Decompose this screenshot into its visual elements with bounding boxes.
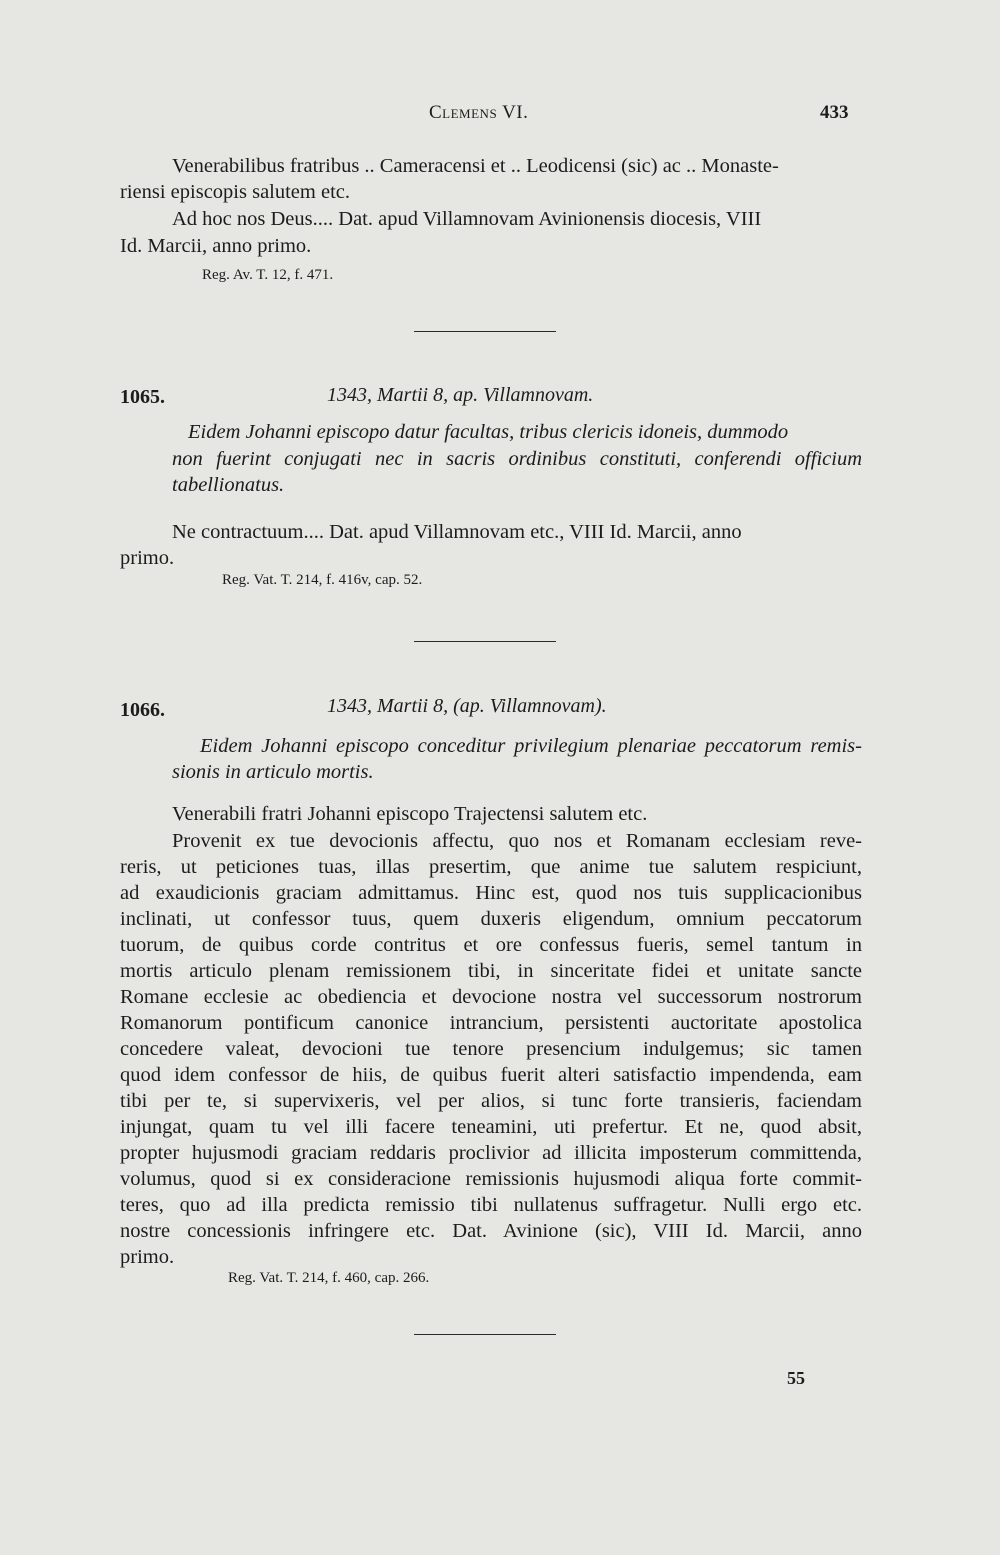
signature-mark: 55 — [787, 1368, 805, 1388]
top-letter-reference: Reg. Av. T. 12, f. 471. — [202, 267, 334, 283]
entry-summary-line: sionis in articulo mortis. — [172, 761, 374, 783]
page-number: 433 — [820, 102, 849, 123]
entry-text-line: volumus, quod si ex consideracione remissionis hujusmodi aliqua forte commit- — [120, 1168, 862, 1190]
entry-text-line: Romanorum pontificum canonice intrancium, persistenti auctoritate apostolica — [120, 1012, 862, 1034]
entry-text-line: ad exaudicionis graciam admittamus. Hinc est, quod nos tuis supplicacionibus — [120, 882, 862, 904]
entry-text-line: Venerabili fratri Johanni episcopo Trajectensi salutem etc. — [172, 803, 648, 825]
entry-date: 1343, Martii 8, (ap. Villamnovam). — [327, 695, 607, 717]
section-divider — [414, 641, 556, 642]
section-divider — [414, 1334, 556, 1335]
page-header — [0, 102, 1000, 132]
entry-number: 1066. — [120, 699, 165, 721]
entry-text-line: inclinati, ut confessor tuus, quem duxeris eligendum, omnium peccatorum — [120, 908, 862, 930]
entry-summary-line: non fuerint conjugati nec in sacris ordinibus constituti, conferendi officium — [172, 448, 862, 470]
entry-text-line: quod idem confessor de hiis, de quibus fuerit alteri satisfactio impendenda, eam — [120, 1064, 862, 1086]
entry-text-line: Romane ecclesie ac obediencia et devocione nostra vel successorum nostrorum — [120, 986, 862, 1008]
top-letter-line: Ad hoc nos Deus.... Dat. apud Villamnovam Avinionensis diocesis, VIII — [172, 208, 762, 230]
entry-text-line: tibi per te, si supervixeris, vel per alios, si tunc forte transieris, faciendam — [120, 1090, 862, 1112]
top-letter-line: Id. Marcii, anno primo. — [120, 235, 312, 257]
entry-summary-line: Eidem Johanni episcopo conceditur privilegium plenariae peccatorum remis- — [200, 735, 862, 757]
entry-text-line: mortis articulo plenam remissionem tibi, in sinceritate fidei et unitate sancte — [120, 960, 862, 982]
entry-text-line: tuorum, de quibus corde contritus et ore confessus fueris, semel tantum in — [120, 934, 862, 956]
entry-date: 1343, Martii 8, ap. Villamnovam. — [327, 384, 594, 406]
entry-text-line: propter hujusmodi graciam reddaris proclivior ad illicita imposterum committenda, — [120, 1142, 862, 1164]
entry-text-line: concedere valeat, devocioni tue tenore presencium indulgemus; sic tamen — [120, 1038, 862, 1060]
entry-text-line: injungat, quam tu vel illi facere teneamini, uti prefertur. Et ne, quod absit, — [120, 1116, 862, 1138]
entry-summary-line: tabellionatus. — [172, 474, 285, 496]
entry-text-line: primo. — [120, 1246, 175, 1268]
entry-text-line: nostre concessionis infringere etc. Dat. Avinione (sic), VIII Id. Marcii, anno — [120, 1220, 862, 1242]
entry-text-line: reris, ut peticiones tuas, illas presertim, que anime tue salutem respiciunt, — [120, 856, 862, 878]
entry-reference: Reg. Vat. T. 214, f. 416v, cap. 52. — [222, 572, 423, 588]
section-divider — [414, 331, 556, 332]
entry-text-line: Ne contractuum.... Dat. apud Villamnovam etc., VIII Id. Marcii, anno — [172, 521, 742, 543]
running-title: Clemens VI. — [429, 102, 529, 123]
entry-summary-line: Eidem Johanni episcopo datur facultas, tribus clericis idoneis, dummodo — [188, 421, 789, 443]
top-letter-line: Venerabilibus fratribus .. Cameracensi et .. Leodicensi (sic) ac .. Monaste- — [172, 155, 779, 177]
top-letter-line: riensi episcopis salutem etc. — [120, 181, 350, 203]
entry-text-line: Provenit ex tue devocionis affectu, quo nos et Romanam ecclesiam reve- — [172, 830, 862, 852]
entry-text-line: primo. — [120, 547, 175, 569]
entry-text-line: teres, quo ad illa predicta remissio tibi nullatenus suffragetur. Nulli ergo etc. — [120, 1194, 862, 1216]
entry-number: 1065. — [120, 386, 165, 408]
entry-reference: Reg. Vat. T. 214, f. 460, cap. 266. — [228, 1270, 430, 1286]
